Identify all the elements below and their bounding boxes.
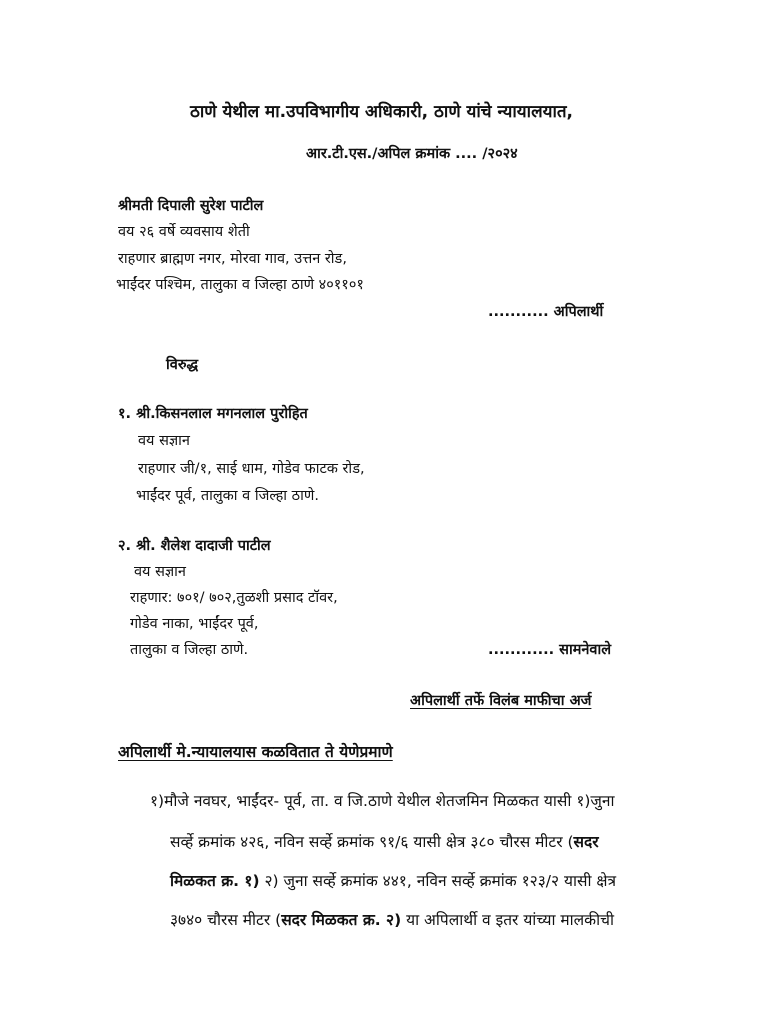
respondent1-name: १. श्री.किसनलाल मगनलाल पुरोहित (118, 406, 308, 422)
case-number: आर.टी.एस./अपिल क्रमांक .... /२०२४ (306, 146, 518, 162)
para-line-2-text: सर्व्हे क्रमांक ४२६, नविन सर्व्हे क्रमांक ९१/६ यासी क्षेत्र ३८० चौरस मीटर ( (170, 833, 574, 851)
respondent2-address-line1: राहणार: ७०१/ ७०२,तुळशी प्रसाद टॉवर, (130, 590, 338, 606)
para-line-3 (170, 872, 616, 891)
para-line-4-text-b: या अपिलार्थी व इतर यांच्या मालकीची (401, 911, 614, 929)
respondent1-age: वय सज्ञान (138, 433, 190, 449)
para-line-1: १)मौजे नवघर, भाईंदर- पूर्व, ता. व जि.ठाणे येथील शेतजमिन मिळकत यासी १)जुना (150, 792, 615, 810)
appellant-role: ........... अपिलार्थी (488, 304, 604, 320)
para-line-2-bold: सदर (573, 833, 599, 851)
para-line-3-bold: मिळकत क्र. १) (170, 872, 260, 890)
respondent2-role: ............ सामनेवाले (488, 642, 612, 658)
para-line-4-text-a: ३७४० चौरस मीटर ( (170, 911, 282, 929)
appellant-name: श्रीमती दिपाली सुरेश पाटील (118, 198, 264, 214)
appellant-address-line2: भाईंदर पश्चिम, तालुका व जिल्हा ठाणे ४०११०१ (116, 277, 364, 293)
para-line-2 (170, 833, 599, 852)
versus-label: विरुद्ध (166, 357, 199, 373)
application-title: अपिलार्थी तर्फे विलंब माफीचा अर्ज (410, 693, 592, 709)
court-title: ठाणे येथील मा.उपविभागीय अधिकारी, ठाणे यांचे न्यायालयात, (190, 102, 574, 122)
respondent2-age: वय सज्ञान (134, 564, 186, 580)
appellant-address-line1: राहणार ब्राह्मण नगर, मोरवा गाव, उत्तन रोड, (118, 251, 347, 267)
respondent1-address-line2: भाईंदर पूर्व, तालुका व जिल्हा ठाणे. (136, 488, 319, 504)
respondent1-address-line1: राहणार जी/१, साई धाम, गोडेव फाटक रोड, (138, 461, 365, 477)
para-line-4 (170, 911, 614, 930)
respondent2-address-line2: गोडेव नाका, भाईंदर पूर्व, (130, 616, 259, 632)
respondent2-name: २. श्री. शैलेश दादाजी पाटील (118, 538, 271, 554)
para-line-4-bold: सदर मिळकत क्र. २) (281, 911, 402, 929)
appellant-age-occupation: वय २६ वर्षे व्यवसाय शेती (118, 224, 250, 240)
respondent2-address-line3: तालुका व जिल्हा ठाणे. (130, 642, 249, 658)
intro-heading: अपिलार्थी मे.न्यायालयास कळवितात ते येणेप्रमाणे (118, 743, 393, 761)
para-line-3-text: २) जुना सर्व्हे क्रमांक ४४१, नविन सर्व्हे क्रमांक १२३/२ यासी क्षेत्र (259, 872, 617, 890)
